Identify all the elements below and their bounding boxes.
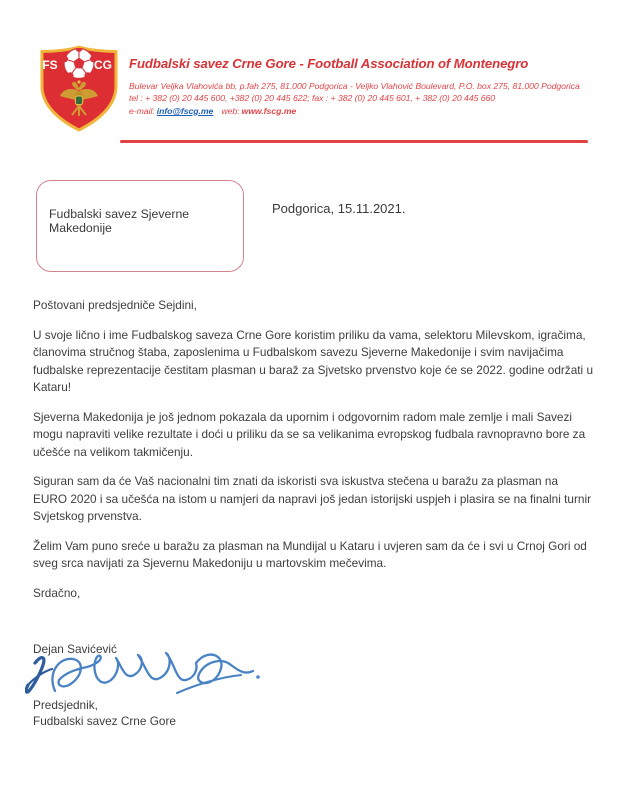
org-title: Fudbalski savez Crne Gore - Football Association of Montenegro xyxy=(129,56,529,71)
address-line: Bulevar Veljka Vlahovića bb, p.fah 275, 81.000 Podgorica - Veljko Vlahović Boulevard, P.O. box 275, 81.000 Podgorica xyxy=(129,81,580,91)
logo-text-fs: FS xyxy=(42,58,58,72)
closing: Srdačno, xyxy=(33,585,81,600)
signer-org: Fudbalski savez Crne Gore xyxy=(33,713,176,728)
paragraph-2: Sjeverna Makedonija je još jednom pokazala da upornim i odgovornim radom male zemlje i mali Savezi mogu napraviti velike rezultate i doći u priliku da se sa velikanima evropskog fudbala ravnopravno bore za učešće na velikom takmičenju. xyxy=(33,409,586,459)
letterhead xyxy=(36,44,580,132)
web-address: www.fscg.me xyxy=(241,105,297,116)
paragraph-1: U svoje lično i ime Fudbalskog saveza Crne Gore koristim priliku da vama, selektoru Milevskom, igračima, članovima stručnog štaba, zaposlenima u Fudbalskom savezu Sjeverne Makedonije i svim navijačima fudbalske reprezentacije čestitam plasman u baraž za Sjvetsko prvenstvo koje će se 2022. godine održati u Kataru! xyxy=(33,327,594,394)
logo-text-cg: CG xyxy=(94,58,112,72)
signer-title: Predsjednik, xyxy=(33,697,98,712)
recipient-name: Fudbalski savez Sjeverne Makedonije xyxy=(49,207,190,235)
signer-name: Dejan Savićević xyxy=(33,642,117,656)
contact-line xyxy=(129,105,580,117)
letterhead-text xyxy=(129,44,580,117)
letter-body xyxy=(33,297,595,729)
phone-fax-line: tel : + 382 (0) 20 445 600, +382 (0) 20 445 622; fax : + 382 (0) 20 445 601, + 382 (0) 20 445 660 xyxy=(129,93,496,104)
dateline: Podgorica, 15.11.2021. xyxy=(272,201,406,216)
fscg-crest-logo xyxy=(36,44,122,132)
salutation: Poštovani predsjedniče Sejdini, xyxy=(33,298,197,312)
recipient-box xyxy=(36,180,244,272)
red-divider xyxy=(120,140,588,143)
email-label: e-mail: xyxy=(129,105,155,116)
paragraph-4: Želim Vam puno sreće u baražu za plasman na Mundijal u Kataru i uvjeren sam da će i svi u Crnoj Gori od sveg srca navijati za Sjevernu Makedoniju u martovskim mečevima. xyxy=(33,538,587,570)
email-link[interactable]: info@fscg.me xyxy=(156,105,214,116)
web-label: web: xyxy=(221,105,240,116)
signature-block xyxy=(33,641,595,729)
paragraph-3: Siguran sam da će Vaš nacionalni tim znati da iskoristi sva iskustva stečena u baražu za plasman na EURO 2020 i sa učešća na istom u namjeri da napravi još jedan istorijski uspjeh i plasira se na finalni turnir Svjetskog prvenstva. xyxy=(33,474,592,523)
